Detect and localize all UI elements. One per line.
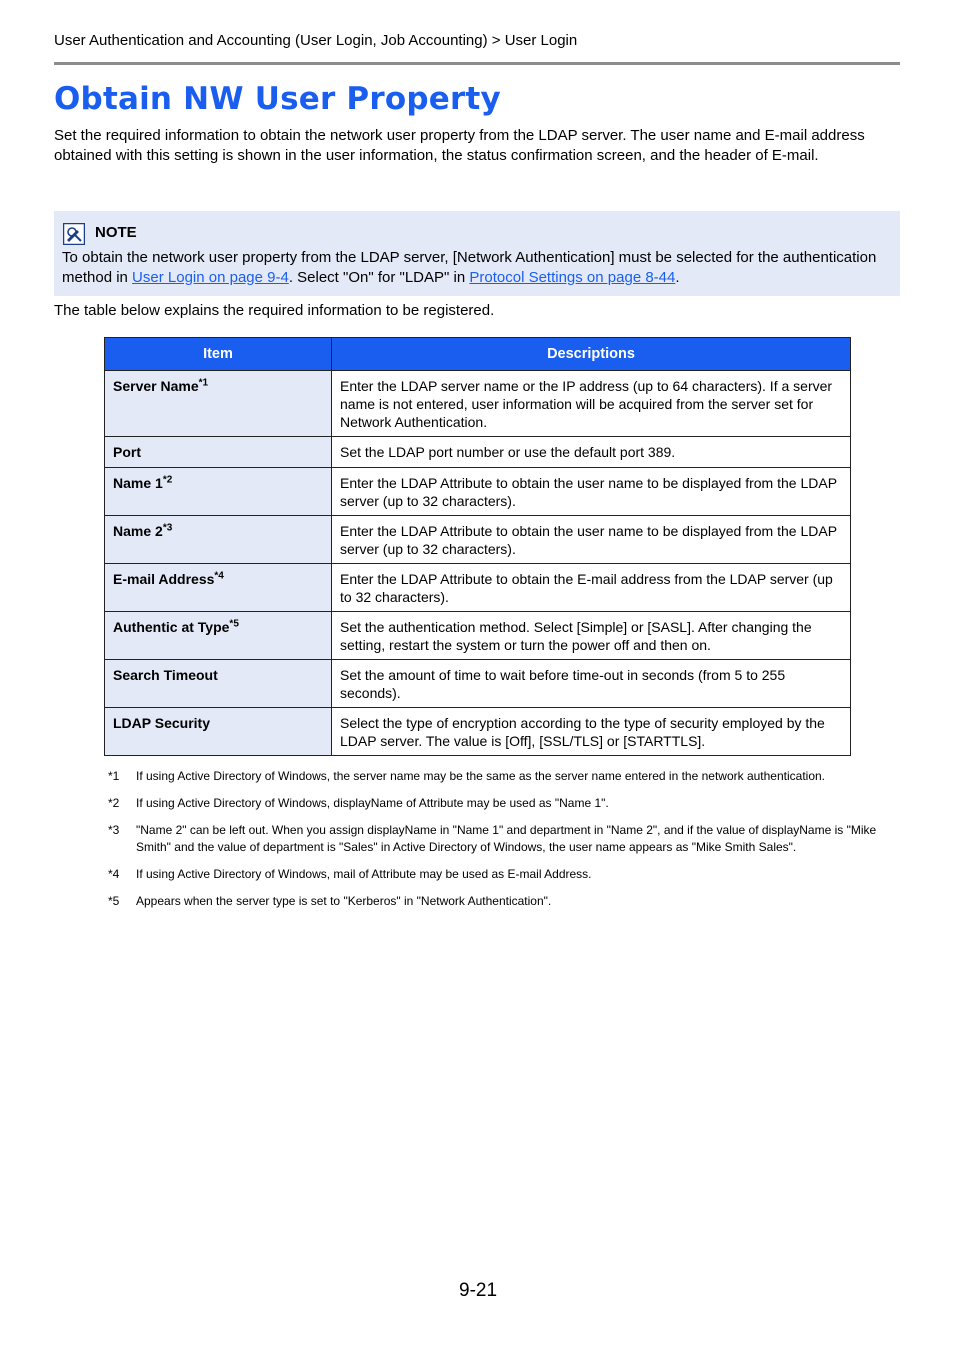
header-divider — [54, 62, 900, 65]
item-cell — [105, 612, 332, 660]
table-row — [105, 437, 851, 468]
note-heading: NOTE — [95, 224, 137, 241]
item-label: Search Timeout — [113, 667, 218, 683]
item-label: LDAP Security — [113, 715, 210, 731]
footnote-text: If using Active Directory of Windows, the server name may be the same as the server name entered in the network authentication. — [136, 769, 826, 783]
description-cell: Enter the LDAP Attribute to obtain the E-mail address from the LDAP server (up to 32 characters). — [332, 564, 851, 612]
breadcrumb: User Authentication and Accounting (User Login, Job Accounting) > User Login — [54, 32, 578, 49]
table-row — [105, 708, 851, 756]
footnote-ref: *5 — [229, 618, 239, 630]
item-cell — [105, 708, 332, 756]
description-cell: Enter the LDAP server name or the IP address (up to 64 characters). If a server name is not entered, user information will be acquired from the server set for Network Authentication. — [332, 371, 851, 437]
footnote-text: If using Active Directory of Windows, displayName of Attribute may be used as "Name 1". — [136, 796, 609, 810]
table-row — [105, 660, 851, 708]
column-header-descriptions: Descriptions — [332, 338, 851, 371]
item-cell — [105, 437, 332, 468]
table-header-row — [105, 338, 851, 371]
description-cell: Set the authentication method. Select [Simple] or [SASL]. After changing the setting, restart the system or turn the power off and then on. — [332, 612, 851, 660]
description-cell: Enter the LDAP Attribute to obtain the user name to be displayed from the LDAP server (up to 32 characters). — [332, 516, 851, 564]
description-cell: Set the amount of time to wait before time-out in seconds (from 5 to 255 seconds). — [332, 660, 851, 708]
footnote-mark: *1 — [108, 769, 120, 783]
item-label: Server Name — [113, 378, 199, 394]
item-label: Name 2 — [113, 523, 163, 539]
user-login-link[interactable]: User Login on page 9-4 — [132, 268, 289, 286]
table-lead-text: The table below explains the required information to be registered. — [54, 302, 495, 319]
description-cell: Select the type of encryption according to the type of security employed by the LDAP server. The value is [Off], [SSL/TLS] or [STARTTLS]. — [332, 708, 851, 756]
item-cell — [105, 371, 332, 437]
page-number: 9-21 — [459, 1280, 498, 1301]
table-row — [105, 371, 851, 437]
footnote-text: "Name 2" can be left out. When you assign displayName in "Name 1" and department in "Name 2", and if the value of displayName is "Mike Smith" and the value of department is "Sales" in Active Directory of Windows, the user name appears as "Mike Smith Sales". — [136, 823, 877, 854]
property-table — [104, 337, 851, 756]
item-label: Port — [113, 444, 141, 460]
item-label: E-mail Address — [113, 571, 215, 587]
description-cell: Set the LDAP port number or use the default port 389. — [332, 437, 851, 468]
footnote-ref: *3 — [162, 522, 173, 534]
page-title: Obtain NW User Property — [54, 81, 501, 117]
description-cell: Enter the LDAP Attribute to obtain the user name to be displayed from the LDAP server (up to 32 characters). — [332, 468, 851, 516]
footnote-mark: *2 — [108, 796, 120, 810]
footnote-mark: *3 — [108, 823, 120, 837]
intro-paragraph: Set the required information to obtain the network user property from the LDAP server. The user name and E-mail address obtained with this setting is shown in the user information, the status confirmation screen, and the header of E-mail. — [54, 127, 865, 164]
footnote-ref: *2 — [162, 474, 173, 486]
note-text — [62, 248, 892, 287]
item-cell — [105, 516, 332, 564]
table-row — [105, 516, 851, 564]
table-row — [105, 564, 851, 612]
footnote-mark: *5 — [108, 894, 120, 908]
note-icon — [63, 223, 85, 245]
item-label: Authentic at Type — [113, 619, 230, 635]
item-cell — [105, 660, 332, 708]
item-cell — [105, 468, 332, 516]
note-text-part: . Select "On" for "LDAP" in — [288, 268, 470, 286]
protocol-settings-link[interactable]: Protocol Settings on page 8-44 — [469, 268, 676, 286]
footnote-ref: *1 — [198, 377, 209, 389]
table-row — [105, 468, 851, 516]
item-cell — [105, 564, 332, 612]
footnote-ref: *4 — [214, 570, 224, 582]
note-text-part: To obtain the network user property from the LDAP server, [Network Authentication] must be selected for the authentication method in — [62, 249, 877, 286]
note-text-part: . — [675, 268, 680, 286]
note-box — [54, 211, 900, 296]
footnote-mark: *4 — [108, 867, 120, 881]
item-label: Name 1 — [113, 475, 163, 491]
footnote-text: Appears when the server type is set to "Kerberos" in "Network Authentication". — [136, 894, 552, 908]
column-header-item: Item — [105, 338, 332, 371]
footnote-text: If using Active Directory of Windows, mail of Attribute may be used as E-mail Address. — [136, 867, 592, 881]
table-row — [105, 612, 851, 660]
